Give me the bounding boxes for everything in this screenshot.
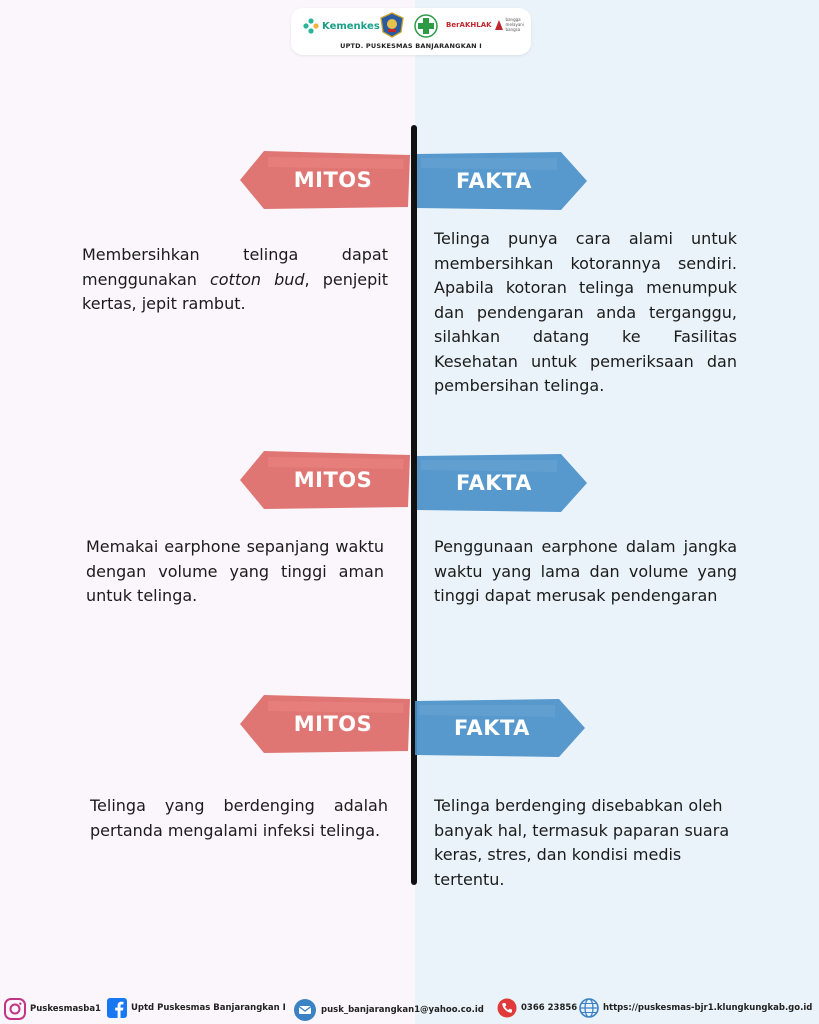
mitos-text-1-part1: Membersihkan telinga dapat menggunakan [82, 245, 388, 289]
kemenkes-wordmark: Kemenkes [322, 20, 380, 32]
mitos-banner-1 [238, 149, 410, 211]
mitos-text-1-italic: cotton bud [209, 269, 305, 289]
phone-icon [497, 998, 517, 1018]
fakta-text-2: Penggunaan earphone dalam jangka waktu yang lama dan volume yang tinggi dapat merusak pendengaran [434, 537, 737, 605]
mitos-label: MITOS [293, 168, 373, 192]
globe-icon [579, 998, 599, 1018]
email-address: pusk_banjarangkan1@yahoo.co.id [321, 1005, 484, 1015]
phone-number: 0366 23856 [521, 1003, 578, 1013]
instagram-icon [4, 998, 26, 1020]
footer-website[interactable] [579, 998, 812, 1018]
fakta-banner-1 [417, 150, 589, 212]
kemenkes-logo [303, 18, 380, 34]
header-logo-bar [291, 8, 531, 55]
mitos-text-1 [82, 243, 388, 317]
facebook-icon [107, 998, 127, 1018]
mitos-banner-2 [238, 449, 410, 511]
berakhlak-wordmark: BerAKHLAK [446, 20, 492, 29]
berakhlak-logo [446, 17, 532, 32]
footer-contacts [0, 994, 819, 1024]
mitos-label: MITOS [293, 712, 373, 736]
instagram-handle: Puskesmasba1 [30, 1004, 101, 1014]
fakta-banner-3 [415, 697, 587, 759]
fakta-label: FAKTA [454, 716, 530, 740]
facebook-page-name: Uptd Puskesmas Banjarangkan I [131, 1003, 286, 1013]
email-icon [293, 998, 317, 1022]
footer-phone[interactable] [497, 998, 577, 1018]
kemenkes-icon [303, 18, 319, 34]
mitos-text-1-part2: , penjepit kertas, jepit rambut. [82, 269, 388, 313]
header-subtitle: UPTD. PUSKESMAS BANJARANGKAN I [340, 42, 482, 50]
footer-email[interactable] [293, 998, 484, 1022]
website-url: https://puskesmas-bjr1.klungkungkab.go.id [603, 1003, 813, 1013]
mitos-text-2: Memakai earphone sepanjang waktu dengan volume yang tinggi aman untuk telinga. [86, 537, 384, 605]
fakta-label: FAKTA [456, 169, 532, 193]
bangga-melayani-tagline: bangga melayani bangsa [505, 17, 524, 32]
fakta-label: FAKTA [456, 471, 532, 495]
klungkung-seal-icon [379, 12, 405, 38]
fakta-banner-2 [417, 452, 589, 514]
fakta-text-1: Telinga punya cara alami untuk membersihkan kotorannya sendiri. Apabila kotoran telinga menumpuk dan pendengaran anda terganggu, silahkan datang ke Fasilitas Kesehatan untuk pemeriksaan dan pembersihan telinga. [434, 229, 737, 395]
puskesmas-cross-icon [414, 14, 438, 38]
mitos-banner-3 [238, 693, 410, 755]
berakhlak-mark-icon [494, 19, 504, 31]
fakta-text-3: Telinga berdenging disebabkan oleh banyak hal, termasuk paparan suara keras, stres, dan kondisi medis tertentu. [434, 796, 730, 889]
mitos-label: MITOS [293, 468, 373, 492]
footer-facebook[interactable] [107, 998, 286, 1018]
footer-instagram[interactable] [4, 998, 101, 1020]
mitos-text-3: Telinga yang berdenging adalah pertanda mengalami infeksi telinga. [90, 796, 388, 840]
